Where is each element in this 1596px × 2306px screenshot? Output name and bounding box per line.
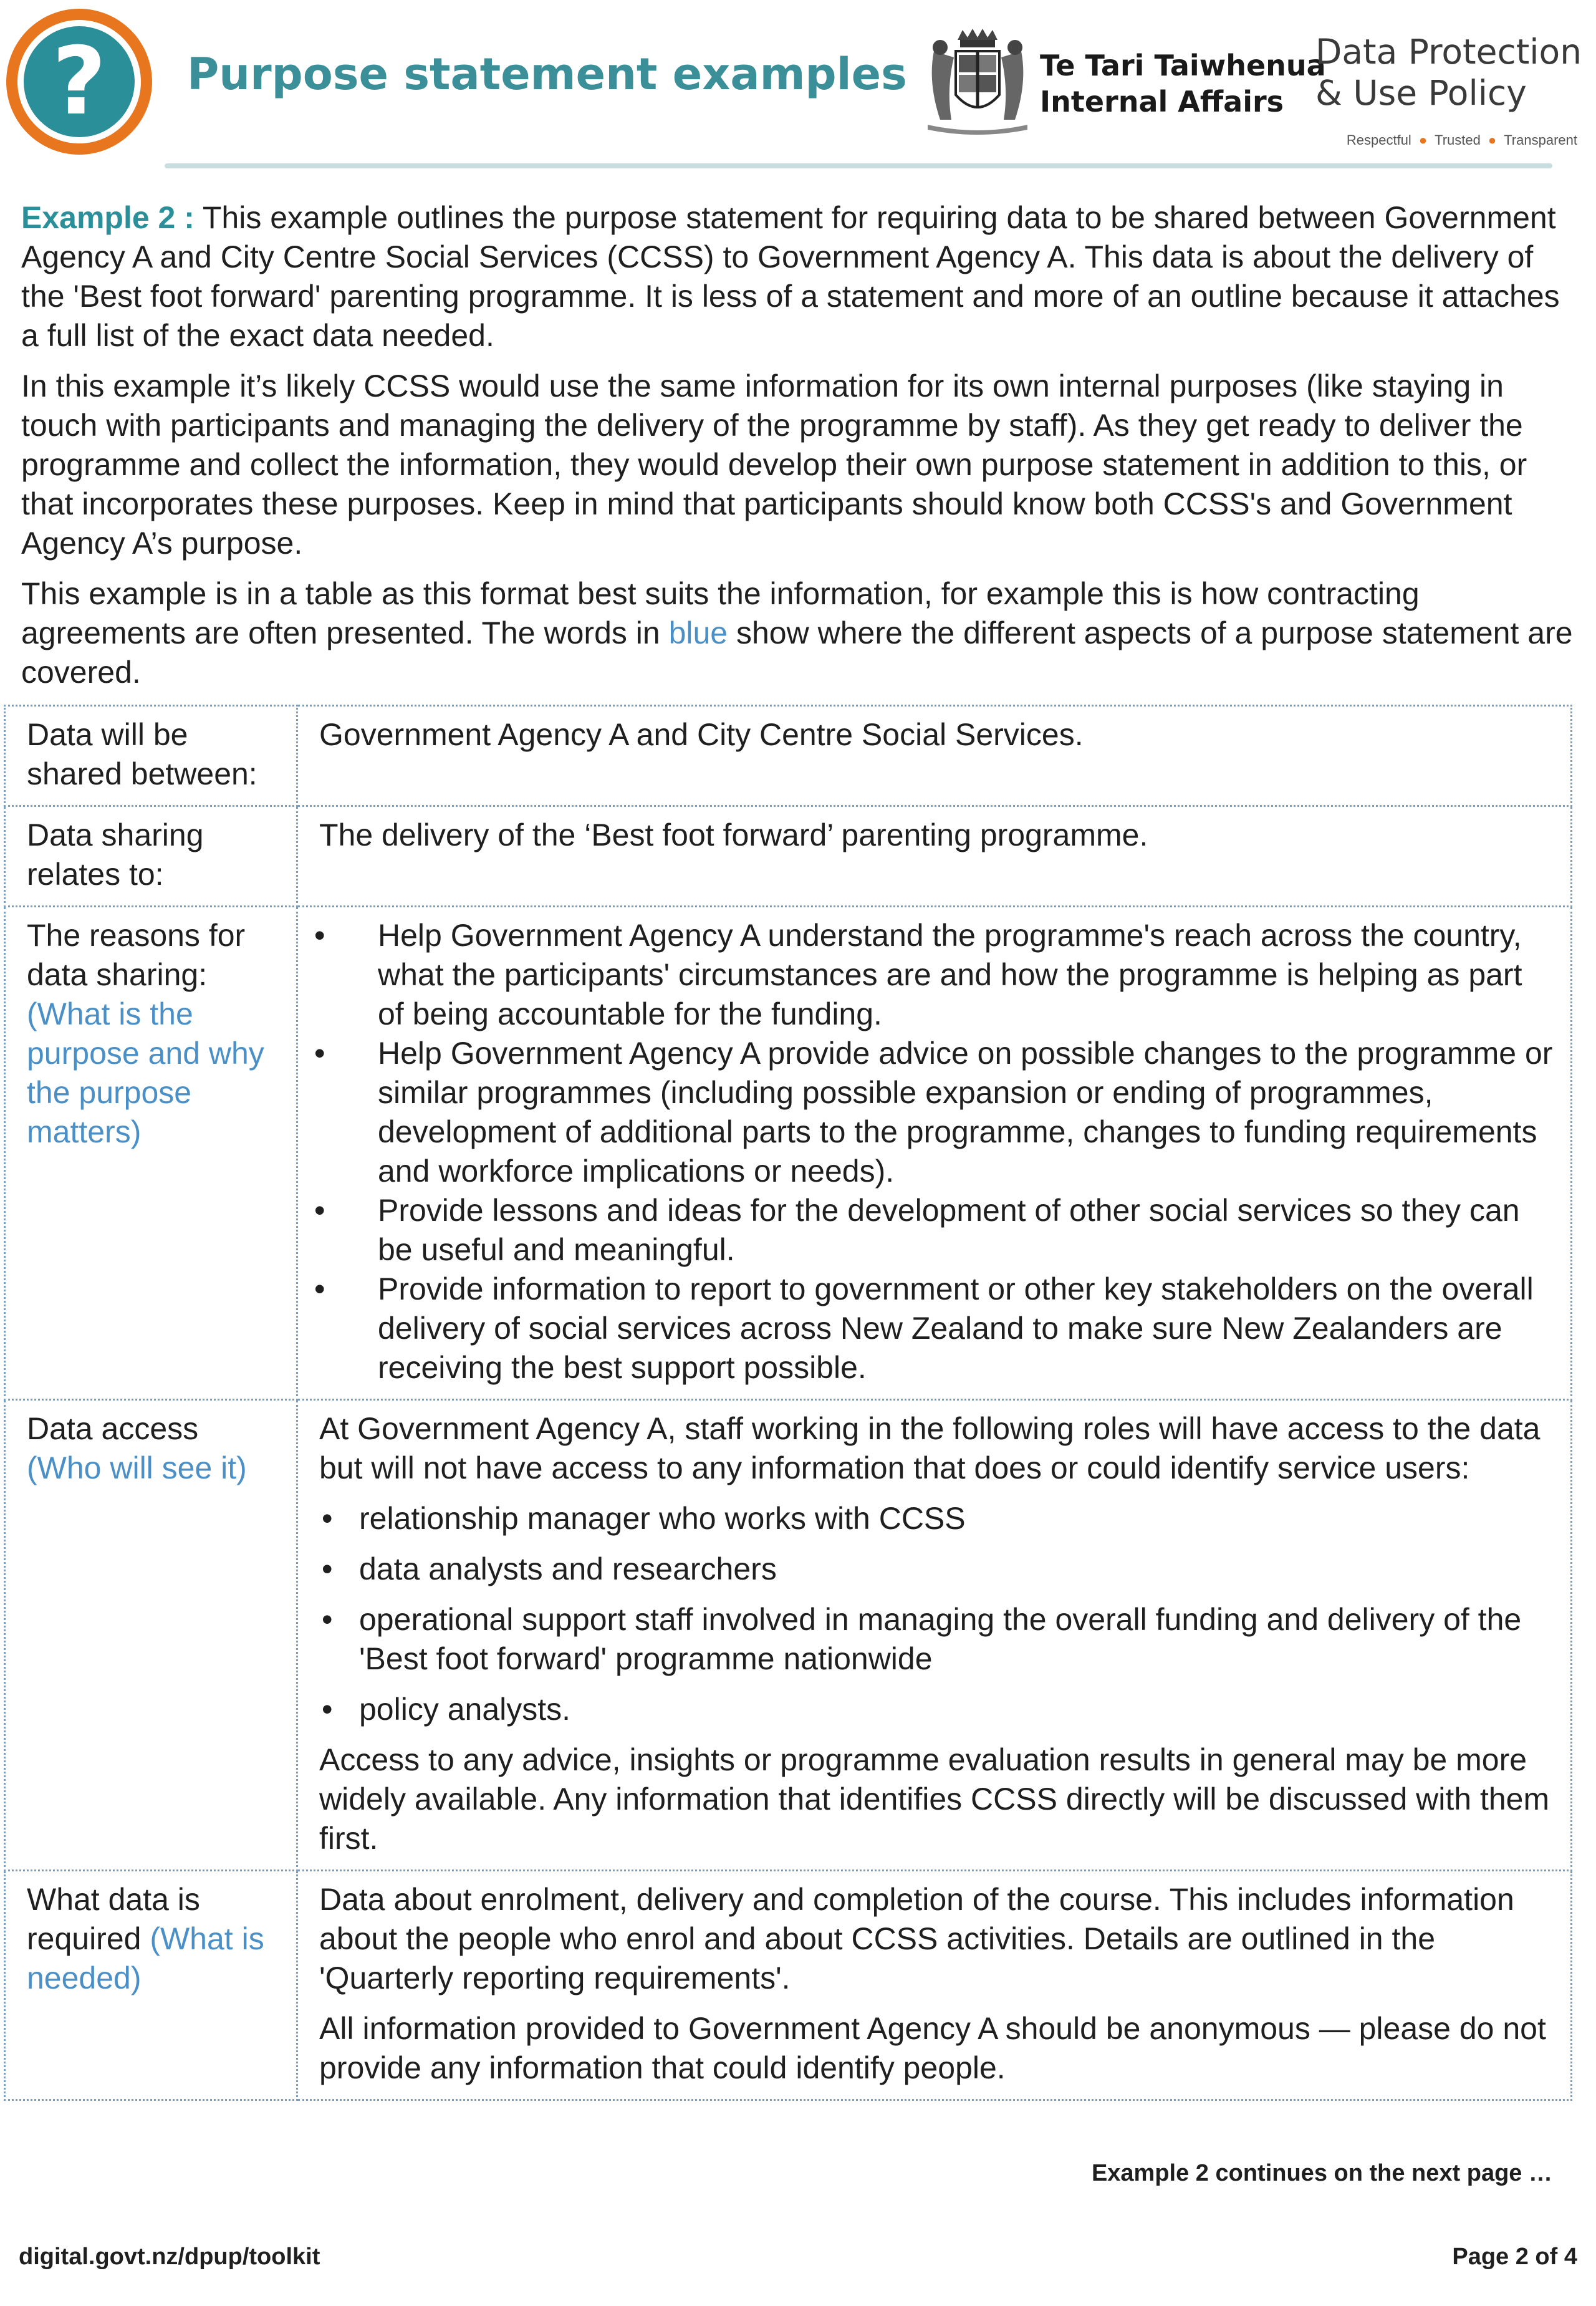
table-row bbox=[5, 706, 1572, 806]
page-header bbox=[0, 0, 1596, 168]
access-roles-list bbox=[319, 1499, 1555, 1729]
reasons-list bbox=[312, 916, 1555, 1387]
row-label: The reasons for data sharing: (What is the purpose and why the purpose matters) bbox=[5, 907, 297, 1400]
page-title: Purpose statement examples bbox=[187, 49, 907, 100]
dpup-logo-title: Data Protection & Use Policy bbox=[1315, 32, 1582, 113]
row-value bbox=[297, 907, 1572, 1400]
footer-url: digital.govt.nz/dpup/toolkit bbox=[19, 2244, 320, 2270]
coat-of-arms-icon bbox=[921, 26, 1034, 136]
table-row bbox=[5, 806, 1572, 907]
list-item: • policy analysts. bbox=[319, 1690, 1555, 1729]
list-item: • relationship manager who works with CCSS bbox=[319, 1499, 1555, 1538]
list-item: • data analysts and researchers bbox=[319, 1550, 1555, 1589]
dpup-tagline: Respectful ● Trusted ● Transparent bbox=[1346, 132, 1577, 148]
row-value: Government Agency A and City Centre Social Services. bbox=[297, 706, 1572, 806]
access-outro: Access to any advice, insights or programme evaluation results in general may be more widely available. Any information that identifies CCSS directly will be discussed with them first. bbox=[319, 1742, 1550, 1856]
question-badge-icon: ? bbox=[6, 9, 152, 155]
list-item: • Help Government Agency A understand the programme's reach across the country, what the participants' circumstances are and how the programme is helping as part of being accountable for the funding. bbox=[312, 916, 1555, 1034]
row-value: The delivery of the ‘Best foot forward’ parenting programme. bbox=[297, 806, 1572, 907]
list-item: • Help Government Agency A provide advice on possible changes to the programme or similar programmes (including possible expansion or ending of programmes, development of additional parts to the programme, changes to funding requirements and workforce implications or needs). bbox=[312, 1034, 1555, 1191]
department-name: Te Tari Taiwhenua Internal Affairs bbox=[1040, 49, 1326, 118]
header-divider bbox=[165, 163, 1552, 168]
list-item: • Provide information to report to government or other key stakeholders on the overall delivery of social services across New Zealand to make sure New Zealanders are receiving the best support possible. bbox=[312, 1270, 1555, 1387]
intro-paragraph-2: In this example it’s likely CCSS would use the same information for its own internal purposes (like staying in touch with participants and managing the delivery of the programme by staff). As they get ready to deliver the programme and collect the information, they would develop their own purpose statement in addition to this, or that incorporates these purposes. Keep in mind that participants should know both CCSS's and Government Agency A’s purpose. bbox=[21, 369, 1527, 561]
row-hint: (What is the purpose and why the purpose matters) bbox=[27, 996, 264, 1149]
row-label: Data will be shared between: bbox=[5, 706, 297, 806]
row-value: Data about enrolment, delivery and completion of the course. This includes information about the people who enrol and about CCSS activities. Details are outlined in the 'Quarterly reporting requirements'. All information provided to Government Agency A should be anonymous — please do not provide any information that could identify people. bbox=[297, 1871, 1572, 2100]
example-label: Example 2 : bbox=[21, 200, 195, 235]
intro-section bbox=[21, 198, 1575, 703]
row-label: What data is required (What is needed) bbox=[5, 1871, 297, 2100]
list-item: • operational support staff involved in managing the overall funding and delivery of the 'Best foot forward' programme nationwide bbox=[319, 1600, 1555, 1679]
table-row bbox=[5, 1400, 1572, 1871]
intro-paragraph-3: This example is in a table as this format best suits the information, for example this is how contracting agreements are often presented. The words in blue show where the different aspects of a purpose statement are covered. bbox=[21, 576, 1573, 690]
intro-paragraph-1: Example 2 : This example outlines the purpose statement for requiring data to be shared between Government Agency A and City Centre Social Services (CCSS) to Government Agency A. This data is about the delivery of the 'Best foot forward' parenting programme. It is less of a statement and more of an outline because it attaches a full list of the exact data needed. bbox=[21, 200, 1560, 353]
list-item: • Provide lessons and ideas for the development of other social services so they can be useful and meaningful. bbox=[312, 1191, 1555, 1270]
row-value bbox=[297, 1400, 1572, 1871]
row-label: Data sharing relates to: bbox=[5, 806, 297, 907]
continues-note: Example 2 continues on the next page … bbox=[1091, 2160, 1552, 2186]
purpose-statement-table bbox=[4, 705, 1572, 2101]
table-row bbox=[5, 1871, 1572, 2100]
table-row bbox=[5, 907, 1572, 1400]
access-intro: At Government Agency A, staff working in the following roles will have access to the data but will not have access to any information that does or could identify service users: bbox=[319, 1411, 1541, 1485]
page-number: Page 2 of 4 bbox=[1452, 2244, 1577, 2270]
row-label: Data access (Who will see it) bbox=[5, 1400, 297, 1871]
row-hint: (What is needed) bbox=[27, 1921, 264, 1995]
row-hint: (Who will see it) bbox=[27, 1450, 247, 1485]
